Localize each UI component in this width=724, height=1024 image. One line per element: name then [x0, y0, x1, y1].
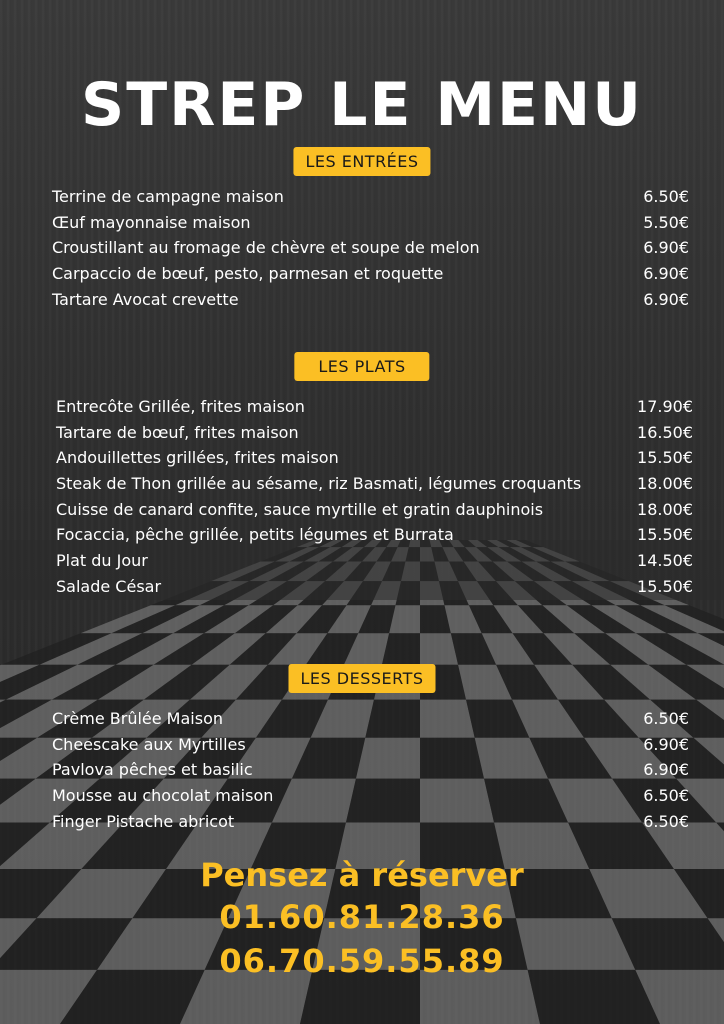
list-item — [56, 445, 693, 471]
dish-name: Focaccia, pêche grillée, petits légumes et Burrata — [56, 525, 454, 545]
phone-number-1[interactable]: 01.60.81.28.36 — [219, 898, 505, 936]
section-heading-entrees: LES ENTRÉES — [293, 147, 430, 176]
list-item — [56, 548, 693, 574]
list-item — [52, 184, 689, 210]
dish-name: Pavlova pêches et basilic — [52, 760, 253, 780]
dish-price: 6.90€ — [643, 238, 689, 258]
dish-price: 18.00€ — [637, 499, 693, 519]
list-item — [56, 420, 693, 446]
entrees-list — [52, 184, 689, 312]
dish-price: 16.50€ — [637, 422, 693, 442]
dish-name: Plat du Jour — [56, 551, 148, 571]
dish-name: Tartare de bœuf, frites maison — [56, 422, 299, 442]
dish-price: 6.50€ — [643, 709, 689, 728]
dish-name: Crème Brûlée Maison — [52, 709, 223, 728]
dish-name: Mousse au chocolat maison — [52, 786, 274, 806]
dish-price: 15.50€ — [637, 576, 693, 596]
dish-price: 6.50€ — [643, 187, 689, 206]
dish-price: 5.50€ — [643, 212, 689, 232]
list-item — [56, 574, 693, 600]
dish-name: Andouillettes grillées, frites maison — [56, 448, 339, 468]
list-item — [52, 235, 689, 261]
section-heading-desserts: LES DESSERTS — [289, 664, 436, 693]
dish-price: 17.90€ — [637, 397, 693, 416]
reservation-callout: Pensez à réserver — [200, 856, 524, 894]
list-item — [52, 287, 689, 313]
dish-name: Entrecôte Grillée, frites maison — [56, 397, 305, 416]
menu-title: STREP LE MENU — [81, 70, 643, 141]
dish-name: Finger Pistache abricot — [52, 811, 235, 831]
dish-name: Terrine de campagne maison — [52, 187, 284, 206]
list-item — [56, 394, 693, 420]
dish-price: 6.90€ — [643, 289, 689, 309]
list-item — [52, 261, 689, 287]
dish-price: 6.90€ — [643, 734, 689, 754]
dish-price: 6.90€ — [643, 760, 689, 780]
list-item — [52, 809, 689, 835]
dish-price: 6.50€ — [643, 811, 689, 831]
list-item — [52, 732, 689, 758]
dish-name: Cheescake aux Myrtilles — [52, 734, 246, 754]
dish-price: 18.00€ — [637, 474, 693, 494]
plats-list — [56, 394, 693, 600]
list-item — [52, 706, 689, 732]
list-item — [52, 783, 689, 809]
dish-name: Cuisse de canard confite, sauce myrtille et gratin dauphinois — [56, 499, 544, 519]
dish-price: 15.50€ — [637, 525, 693, 545]
list-item — [56, 497, 693, 523]
phone-number-2[interactable]: 06.70.59.55.89 — [219, 942, 505, 980]
dish-name: Tartare Avocat crevette — [52, 289, 239, 309]
list-item — [52, 210, 689, 236]
dish-name: Salade César — [56, 576, 162, 596]
desserts-list — [52, 706, 689, 834]
dish-price: 14.50€ — [637, 551, 693, 571]
list-item — [56, 471, 693, 497]
dish-price: 6.90€ — [643, 264, 689, 284]
dish-name: Steak de Thon grillée au sésame, riz Basmati, légumes croquants — [56, 474, 582, 494]
dish-price: 6.50€ — [643, 786, 689, 806]
list-item — [56, 522, 693, 548]
dish-price: 15.50€ — [637, 448, 693, 468]
list-item — [52, 757, 689, 783]
section-heading-plats: LES PLATS — [294, 352, 429, 381]
dish-name: Carpaccio de bœuf, pesto, parmesan et roquette — [52, 264, 444, 284]
dish-name: Œuf mayonnaise maison — [52, 212, 251, 232]
dish-name: Croustillant au fromage de chèvre et soupe de melon — [52, 238, 480, 258]
